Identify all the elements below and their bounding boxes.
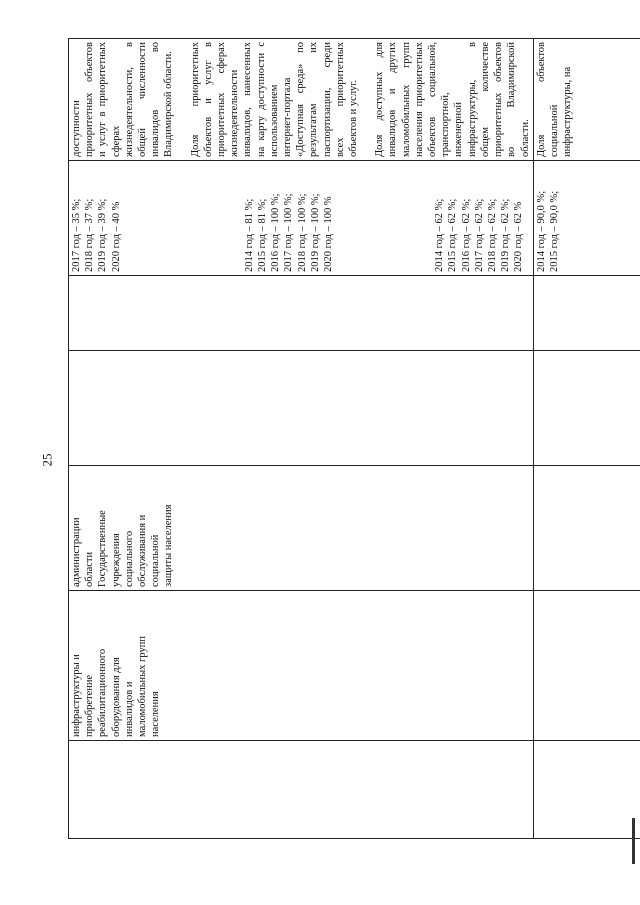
executor-line: администрации (71, 517, 82, 587)
target-line: 2017 год – 100 %; (283, 193, 295, 272)
executor-line: социального (123, 530, 135, 587)
table-row (533, 39, 640, 839)
target-line: 2017 год – 35 %; (71, 198, 82, 272)
measure-line: приобретение (84, 674, 96, 737)
target-line: 2015 год – 62 %; (447, 198, 459, 272)
program-table (68, 38, 640, 839)
target-line: 2019 год – 100 %; (309, 193, 321, 272)
measure-line: населения (150, 691, 162, 737)
indicator-text: Доля доступных для инвалидов и других маломобильных групп населения приоритетных объектов социальной, транспортной, инженерной инфраструктуры, в общем количестве приоритетных объектов во Владимирской области. (374, 42, 531, 157)
target-line: 2017 год – 62 %; (473, 198, 485, 272)
executor-line: учреждения (110, 533, 122, 587)
target-line: 2015 год – 90,0 %; (548, 190, 560, 272)
executor-line: защиты населения (163, 504, 175, 587)
executor-line: области (84, 551, 96, 587)
target-line: 2018 год – 37 %; (84, 198, 96, 272)
indicator-text: доступности приоритетных объектов и услуг в приоритетных сферах жизнедеятельности, в общей численности инвалидов во Владимирской области. (71, 42, 175, 157)
executor-line: Государственные (97, 510, 109, 587)
measure-line: реабилитационного (97, 648, 109, 737)
targets-cell (69, 161, 534, 276)
executor-cell (533, 466, 640, 591)
target-line: 2020 год – 40 % (110, 201, 122, 272)
period-cell (69, 351, 534, 466)
target-line: 2014 год – 81 %; (243, 198, 255, 272)
number-cell (533, 741, 640, 839)
number-cell (69, 741, 534, 839)
target-line: 2020 год – 100 % (323, 196, 335, 272)
period-cell (533, 351, 640, 466)
indicators-cell (69, 39, 534, 161)
funding-cell (533, 276, 640, 351)
target-line: 2016 год – 62 %; (460, 198, 472, 272)
measure-line: инвалидов и (123, 681, 135, 737)
measure-line: инфраструктуры и (71, 654, 82, 737)
page-number: 25 (39, 453, 55, 467)
measure-line: маломобильных групп (137, 636, 149, 737)
table-row (69, 39, 534, 839)
target-line: 2018 год – 62 %; (487, 198, 499, 272)
measure-cell (533, 591, 640, 741)
target-line: 2014 год – 62 %; (434, 198, 446, 272)
funding-cell (69, 276, 534, 351)
indicators-cell (533, 39, 640, 161)
target-line: 2016 год – 100 %; (270, 193, 282, 272)
target-line: 2019 год – 39 %; (97, 198, 109, 272)
rotated-table-container (68, 39, 587, 839)
executor-cell (69, 466, 534, 591)
executor-line: обслуживания и (137, 514, 149, 587)
scan-edge-mark (632, 818, 635, 864)
measure-line: оборудования для (110, 657, 122, 737)
target-line: 2019 год – 62 %; (500, 198, 512, 272)
target-line: 2018 год – 100 %; (296, 193, 308, 272)
targets-cell (533, 161, 640, 276)
executor-line: социальной (150, 534, 162, 587)
target-line: 2015 год – 81 %; (257, 198, 269, 272)
target-line: 2020 год – 62 % (513, 201, 525, 272)
target-line: 2014 год – 90,0 %; (535, 190, 547, 272)
indicator-text: Доля приоритетных объектов и услуг в приоритетных сферах жизнедеятельности инвалидов, нанесенных на карту доступности с использованием интернет-портала «Доступная среда» по результатам их паспортизации, среди всех приоритетных объектов и услуг. (189, 42, 360, 157)
measure-cell (69, 591, 534, 741)
indicator-text: Доля объектов социальной инфраструктуры, на (535, 42, 574, 157)
